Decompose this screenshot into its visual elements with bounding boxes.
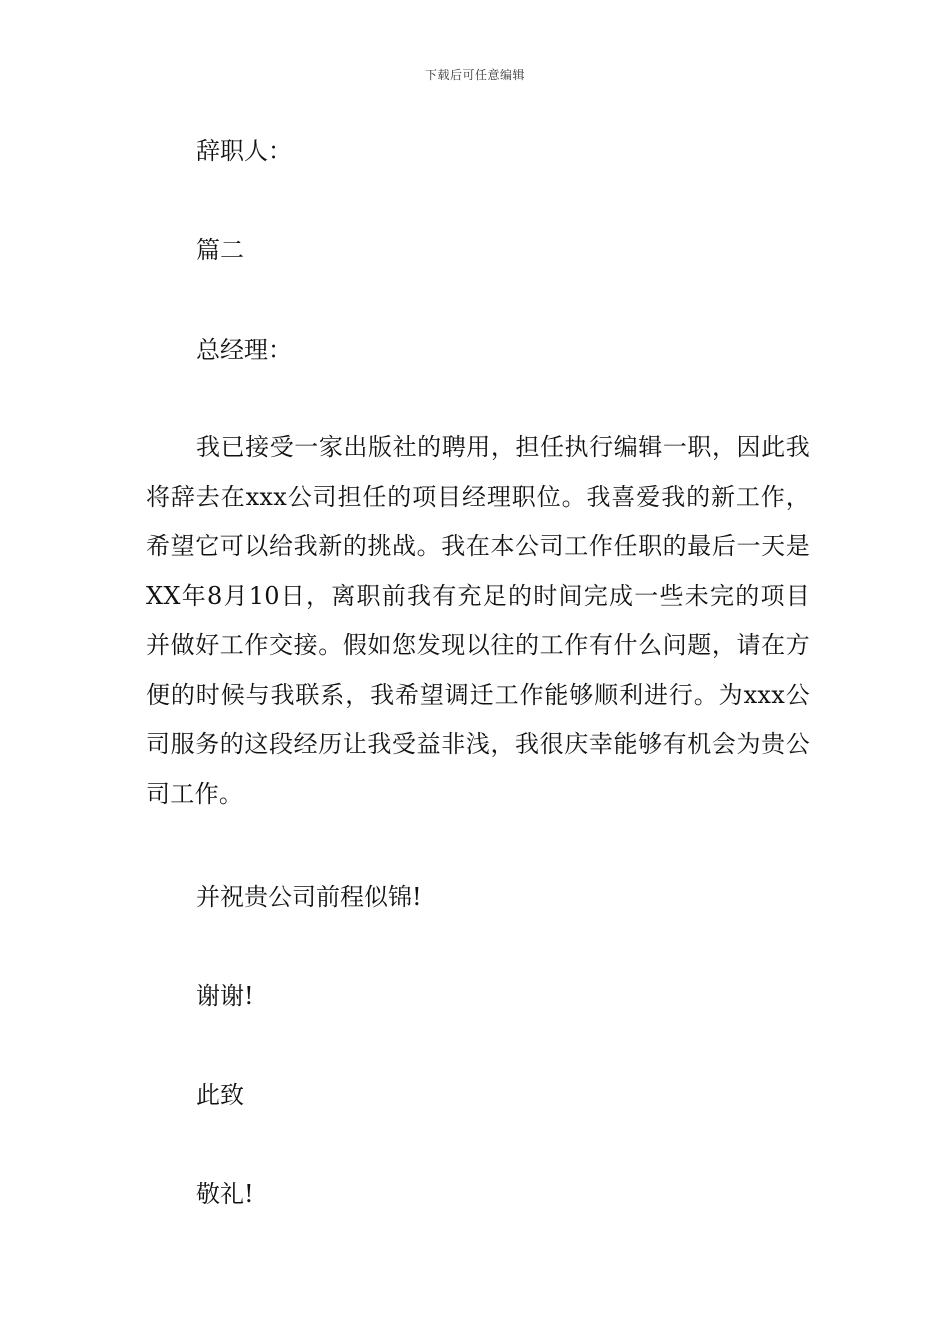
closing-line-2: 敬礼! xyxy=(196,1180,254,1208)
resigner-label: 辞职人： xyxy=(196,137,292,165)
section-title: 篇二 xyxy=(196,236,244,264)
salutation: 总经理： xyxy=(196,336,292,364)
header-note: 下载后可任意编辑 xyxy=(424,68,525,82)
closing-line-1: 此致 xyxy=(196,1081,244,1109)
body-paragraph: 我已接受一家出版社的聘用，担任执行编辑一职，因此我将辞去在xxx公司担任的项目经理职位。我喜爱我的新工作，希望它可以给我新的挑战。我在本公司工作任职的最后一天是XX年8月10日，离职前我有充足的时间完成一些未完的项目并做好工作交接。假如您发现以往的工作有什么问题，请在方便的时候与我联系，我希望调迁工作能够顺利进行。为xxx公司服务的这段经历让我受益非浅，我很庆幸能够有机会为贵公司工作。 xyxy=(146,433,810,808)
wish-line: 并祝贵公司前程似锦! xyxy=(196,883,422,911)
thanks-line: 谢谢! xyxy=(196,982,254,1010)
